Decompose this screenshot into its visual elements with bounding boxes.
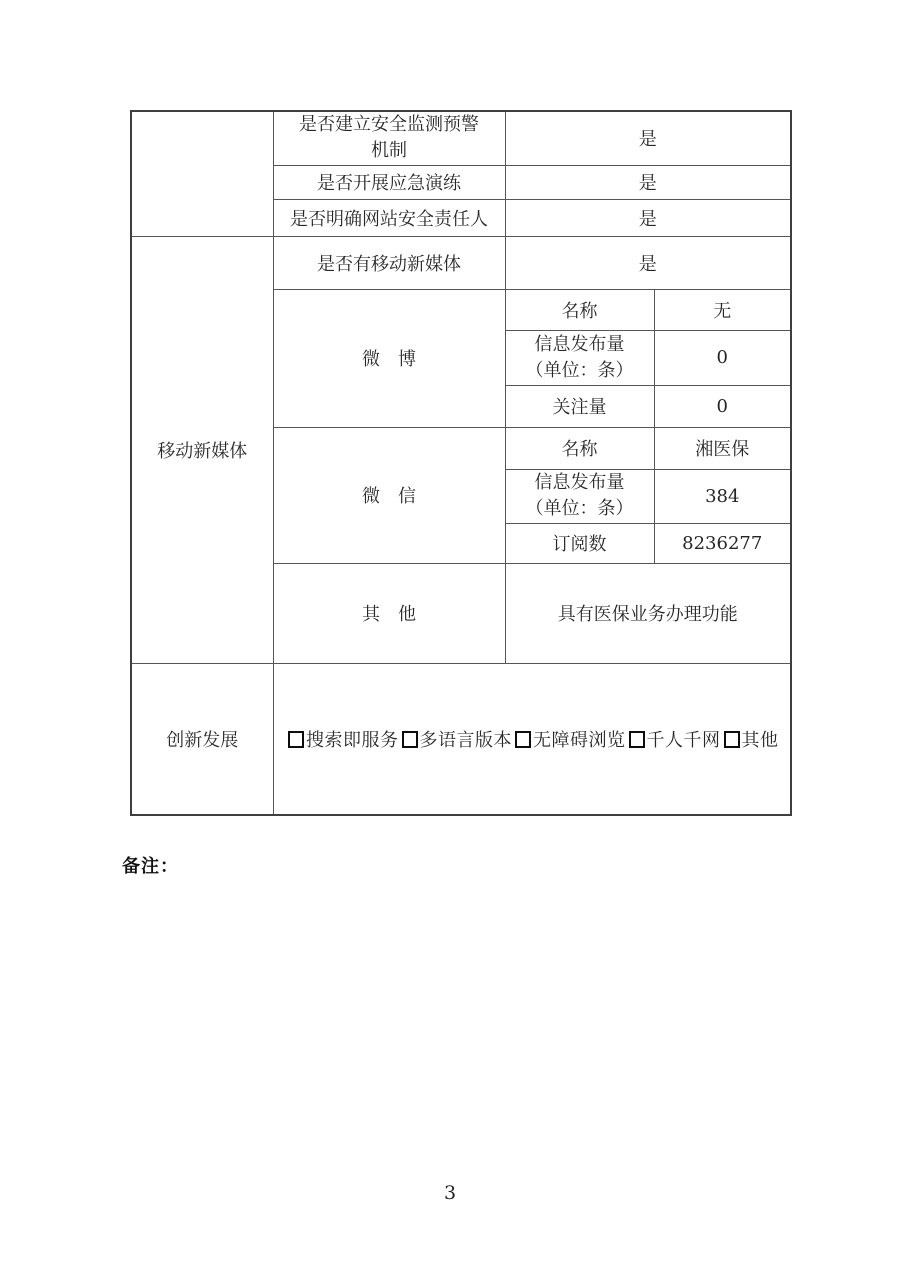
question-cell: 是否开展应急演练 [273,165,505,199]
checkbox-option-label: 其他 [741,729,779,751]
field-line1: 信息发布量 [534,472,625,493]
page-number: 3 [443,1182,457,1204]
checkbox-option-label: 千人千网 [646,729,721,751]
value-cell: 0 [654,385,791,427]
checkbox-icon [629,731,645,748]
value-cell: 384 [654,469,791,523]
value-cell: 湘医保 [654,427,791,469]
question-line2: 机制 [371,140,407,162]
table-row [131,111,791,165]
checkbox-icon [402,731,418,748]
checkbox-option-label: 搜索即服务 [306,729,399,751]
answer-cell: 是 [505,111,791,165]
field-cell: 订阅数 [505,523,654,563]
field-line2: （单位：条） [525,498,634,519]
checkbox-option-label: 无障碍浏览 [533,729,626,751]
question-cell: 是否有移动新媒体 [273,236,505,289]
answer-cell: 是 [505,236,791,289]
media-type-cell-other: 其 他 [273,563,505,663]
field-line1: 信息发布量 [534,333,625,355]
question-line1: 是否建立安全监测预警 [299,114,479,136]
field-cell: 名称 [505,427,654,469]
field-cell [505,469,654,523]
field-cell: 关注量 [505,385,654,427]
notes-label: 备注： [122,856,179,876]
question-cell [273,111,505,165]
section-label-cell: 移动新媒体 [131,236,273,663]
value-cell: 0 [654,330,791,385]
checkbox-icon [724,731,740,748]
field-cell: 名称 [505,289,654,330]
report-table [130,110,792,816]
checkbox-icon [515,731,531,748]
value-cell: 无 [654,289,791,330]
answer-cell: 是 [505,165,791,199]
media-type-cell-wechat: 微 信 [273,427,505,563]
checkbox-option-label: 多语言版本 [419,729,512,751]
table-row [131,236,791,289]
field-cell [505,330,654,385]
value-cell: 具有医保业务办理功能 [505,563,791,663]
section-label-cell: 创新发展 [131,663,273,815]
field-line2: （单位：条） [525,359,634,381]
question-cell: 是否明确网站安全责任人 [273,199,505,236]
table-row [131,663,791,815]
section-label-empty-cell [131,111,273,236]
answer-cell: 是 [505,199,791,236]
media-type-cell-weibo: 微 博 [273,289,505,427]
value-cell: 8236277 [654,523,791,563]
checkbox-options-cell [273,663,791,815]
checkbox-icon [288,731,304,748]
